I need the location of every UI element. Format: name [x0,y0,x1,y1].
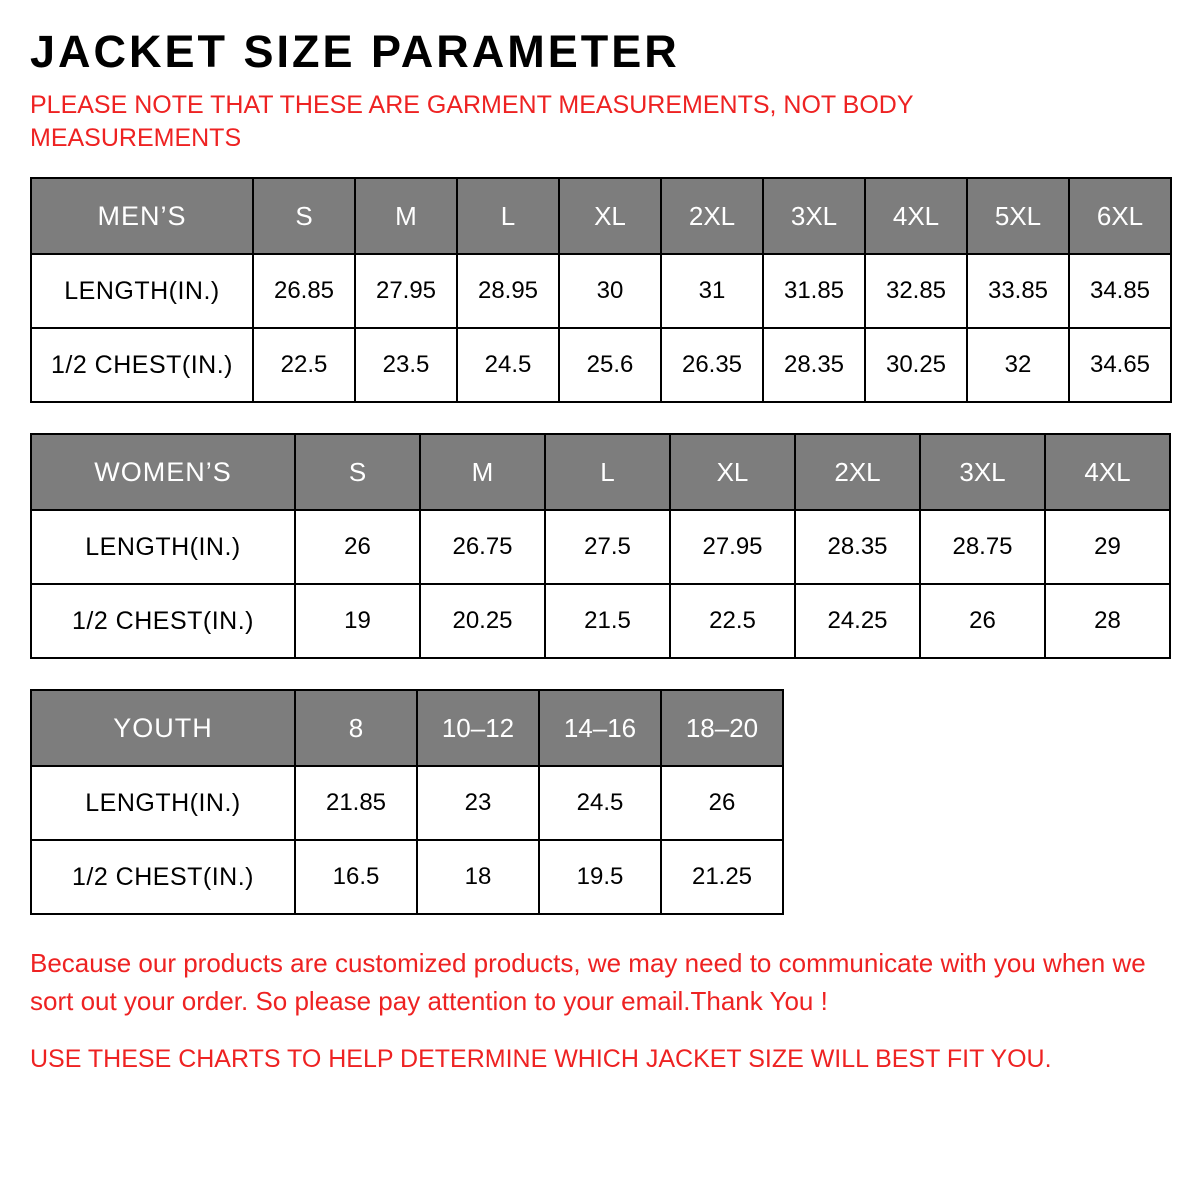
cell-value: 24.25 [795,584,920,658]
cell-value: 16.5 [295,840,417,914]
cell-value: 34.65 [1069,328,1171,402]
size-header: 2XL [795,434,920,510]
cell-value: 23 [417,766,539,840]
cell-value: 22.5 [670,584,795,658]
garment-measurement-note: PLEASE NOTE THAT THESE ARE GARMENT MEASUREMENTS, NOT BODY MEASUREMENTS [30,91,914,153]
size-header: 3XL [763,178,865,254]
mens-category-label: MEN’S [31,178,253,254]
cell-value: 33.85 [967,254,1069,328]
cell-value: 34.85 [1069,254,1171,328]
table-row [31,254,1171,328]
cell-value: 20.25 [420,584,545,658]
table-header-row [31,434,1170,510]
mens-size-table [30,177,1172,403]
size-header: XL [670,434,795,510]
cell-value: 24.5 [457,328,559,402]
cell-value: 21.5 [545,584,670,658]
size-header: 3XL [920,434,1045,510]
cell-value: 28.35 [763,328,865,402]
chart-usage-note: USE THESE CHARTS TO HELP DETERMINE WHICH JACKET SIZE WILL BEST FIT YOU. [30,1044,1052,1073]
size-header: 8 [295,690,417,766]
table-header-row [31,690,783,766]
table-row [31,766,783,840]
size-header: 14–16 [539,690,661,766]
cell-value: 32 [967,328,1069,402]
size-header: 6XL [1069,178,1171,254]
cell-value: 25.6 [559,328,661,402]
size-header: S [295,434,420,510]
customization-note: Because our products are customized products, we may need to communicate with you when we sort out your order. So please pay attention to your email.Thank You ! [30,948,1146,1016]
size-header: S [253,178,355,254]
cell-value: 26.75 [420,510,545,584]
cell-value: 30 [559,254,661,328]
cell-value: 32.85 [865,254,967,328]
youth-category-label: YOUTH [31,690,295,766]
size-header: 10–12 [417,690,539,766]
row-label: LENGTH(IN.) [31,766,295,840]
cell-value: 26 [661,766,783,840]
cell-value: 19.5 [539,840,661,914]
womens-category-label: WOMEN’S [31,434,295,510]
table-header-row [31,178,1171,254]
cell-value: 21.25 [661,840,783,914]
size-header: 18–20 [661,690,783,766]
womens-size-table [30,433,1171,659]
size-header: M [355,178,457,254]
youth-size-table [30,689,784,915]
size-header: XL [559,178,661,254]
size-header: 4XL [865,178,967,254]
row-label: 1/2 CHEST(IN.) [31,328,253,402]
cell-value: 30.25 [865,328,967,402]
cell-value: 24.5 [539,766,661,840]
cell-value: 27.95 [670,510,795,584]
row-label: LENGTH(IN.) [31,254,253,328]
cell-value: 18 [417,840,539,914]
cell-value: 26.85 [253,254,355,328]
row-label: LENGTH(IN.) [31,510,295,584]
page-title: JACKET SIZE PARAMETER [30,26,680,77]
size-header: 5XL [967,178,1069,254]
table-row [31,510,1170,584]
table-row [31,840,783,914]
cell-value: 28.35 [795,510,920,584]
table-row [31,584,1170,658]
size-header: L [457,178,559,254]
row-label: 1/2 CHEST(IN.) [31,840,295,914]
cell-value: 22.5 [253,328,355,402]
cell-value: 31.85 [763,254,865,328]
row-label: 1/2 CHEST(IN.) [31,584,295,658]
size-header: 2XL [661,178,763,254]
size-header: 4XL [1045,434,1170,510]
cell-value: 26.35 [661,328,763,402]
cell-value: 31 [661,254,763,328]
cell-value: 27.5 [545,510,670,584]
cell-value: 29 [1045,510,1170,584]
cell-value: 23.5 [355,328,457,402]
size-header: M [420,434,545,510]
cell-value: 28.95 [457,254,559,328]
cell-value: 19 [295,584,420,658]
cell-value: 21.85 [295,766,417,840]
cell-value: 28.75 [920,510,1045,584]
cell-value: 28 [1045,584,1170,658]
size-header: L [545,434,670,510]
cell-value: 26 [920,584,1045,658]
cell-value: 26 [295,510,420,584]
cell-value: 27.95 [355,254,457,328]
table-row [31,328,1171,402]
